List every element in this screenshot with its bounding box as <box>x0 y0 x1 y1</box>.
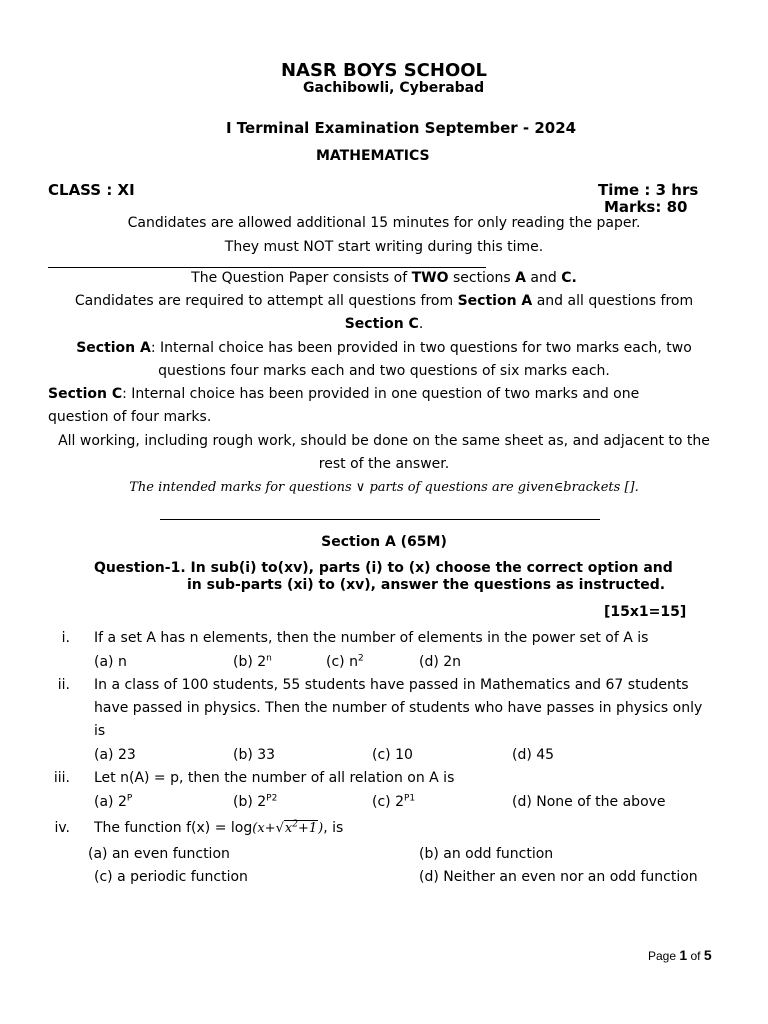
divider-line-2 <box>160 519 600 520</box>
school-location: Gachibowli, Cyberabad <box>303 80 485 96</box>
log-argument: $(x+√x^2+1)$ <box>252 819 324 836</box>
option-d: (d) 45 <box>512 747 555 763</box>
question-1-heading-line-1: Question-1. In sub(i) to(xv), parts (i) to (x) choose the correct option and <box>94 560 673 576</box>
class-label: CLASS : XI <box>48 181 135 199</box>
option-a: (a) n <box>94 654 127 670</box>
question-1-heading-line-2: in sub-parts (xi) to (xv), answer the questions as instructed. <box>187 577 666 593</box>
option-a: (a) $2^P$ <box>94 793 133 810</box>
marks-label: Marks: 80 <box>604 198 688 216</box>
instruction-reading-2: They must NOT start writing during this time. <box>224 239 544 255</box>
instruction-section-c-2: question of four marks. <box>48 409 212 425</box>
instruction-attempt-1: Candidates are required to attempt all questions from Section A and all questions from <box>74 293 694 309</box>
page-number: Page 1 of 5 <box>648 947 712 963</box>
school-name: NASR BOYS SCHOOL <box>280 60 488 81</box>
option-a: (a) an even function <box>88 846 230 862</box>
question-number: ii. <box>57 677 70 693</box>
instruction-working-2: rest of the answer. <box>318 456 450 472</box>
instruction-working-1: All working, including rough work, should be done on the same sheet as, and adjacent to the <box>58 433 710 449</box>
option-b: (b) 2$^n$ <box>233 653 272 670</box>
option-c: (c) 10 <box>372 747 413 763</box>
option-d: (d) Neither an even nor an odd function <box>419 869 698 885</box>
option-c: (c) a periodic function <box>94 869 248 885</box>
question-1-marks: [15x1=15] <box>604 604 687 620</box>
option-d: (d) None of the above <box>512 794 666 810</box>
question-text-line-2: have passed in physics. Then the number of students who have passes in physics only <box>94 700 703 716</box>
subject-title: MATHEMATICS <box>316 148 430 164</box>
instruction-consists: The Question Paper consists of TWO sections A and C. <box>191 270 577 286</box>
divider-line <box>48 267 486 268</box>
instruction-section-a-2: questions four marks each and two questions of six marks each. <box>158 363 610 379</box>
question-number: i. <box>61 630 70 646</box>
option-a: (a) 23 <box>94 747 136 763</box>
option-b: (b) an odd function <box>419 846 554 862</box>
option-c: (c) $2^{P1}$ <box>372 793 416 810</box>
instruction-attempt-2: Section C. <box>344 316 424 332</box>
question-number: iv. <box>54 820 70 836</box>
question-text-line-1: In a class of 100 students, 55 students have passed in Mathematics and 67 students <box>94 677 689 693</box>
instruction-section-a-1: Section A: Internal choice has been provided in two questions for two marks each, two <box>76 340 692 356</box>
question-number: iii. <box>53 770 70 786</box>
question-text: The function $f(x) = \log(x+√x^2+1)$, is <box>94 819 344 836</box>
option-d: (d) 2n <box>419 654 462 670</box>
question-text-line-3: is <box>94 723 106 739</box>
instruction-section-c-1: Section C: Internal choice has been provided in one question of two marks and one <box>48 386 640 402</box>
instruction-reading-1: Candidates are allowed additional 15 minutes for only reading the paper. <box>127 215 641 231</box>
section-a-title: Section A (65M) <box>321 534 447 550</box>
question-text: If a set A has n elements, then the number of elements in the power set of A is <box>94 630 649 646</box>
exam-title: I Terminal Examination September - 2024 <box>226 119 577 137</box>
option-c: (c) $n^2$ <box>326 653 364 670</box>
question-text: Let n(A) = p, then the number of all relation on A is <box>94 770 455 786</box>
option-b: (b) 33 <box>233 747 276 763</box>
instruction-intended-marks: The intended marks for questions ∨ parts of questions are given∈brackets []. <box>129 480 639 495</box>
time-label: Time : 3 hrs <box>598 181 699 199</box>
option-b: (b) $2^{P2}$ <box>233 793 278 810</box>
